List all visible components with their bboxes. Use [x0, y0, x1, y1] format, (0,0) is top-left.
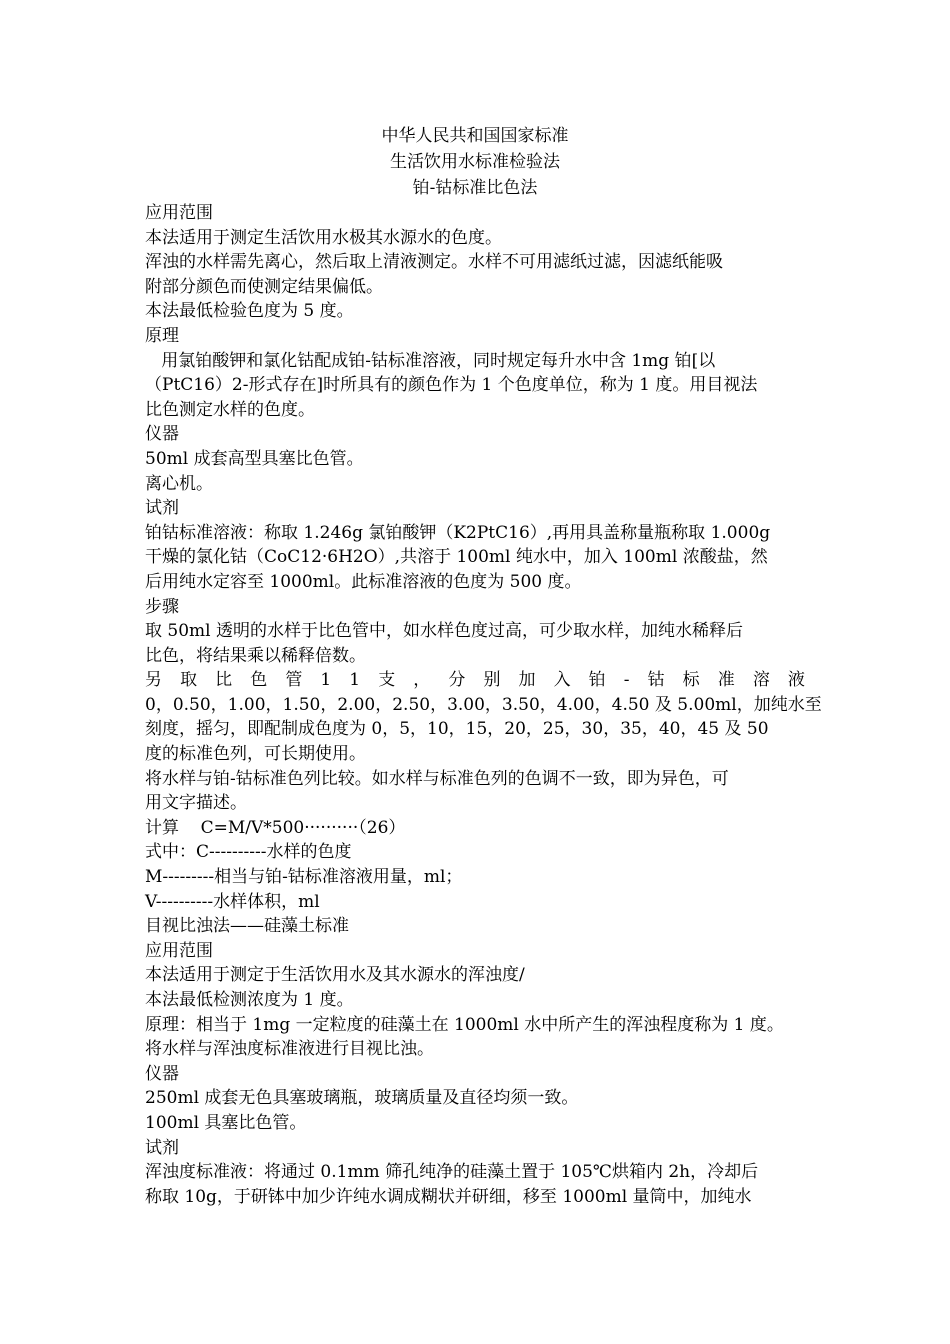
- text-line: 本法最低检测浓度为 1 度。: [145, 990, 354, 1010]
- heading-scope: 应用范围: [145, 203, 213, 223]
- justified-char: 支: [378, 670, 396, 691]
- method-title: 生活饮用水标准检验法: [390, 152, 560, 172]
- text-line: 比色，将结果乘以稀释倍数。: [145, 645, 366, 666]
- justified-char: 入: [553, 670, 571, 691]
- justified-char: 1: [349, 670, 361, 691]
- justified-char: 分: [448, 670, 466, 691]
- document-body: [145, 201, 825, 1209]
- justified-char: 加: [518, 670, 536, 691]
- text-line: 本法最低检验色度为 5 度。: [145, 301, 354, 322]
- justified-char: 色: [250, 670, 268, 691]
- text-line: 离心机。: [145, 473, 213, 494]
- justified-char: 别: [483, 670, 501, 691]
- text-line: M---------相当与铂-钴标准溶液用量，ml；: [145, 867, 463, 888]
- text-line: 50ml 成套高型具塞比色管。: [145, 448, 364, 469]
- text-line: V----------水样体积，ml: [145, 891, 320, 912]
- standard-title: 中华人民共和国国家标准: [381, 126, 569, 146]
- text-line: 附部分颜色而使测定结果偏低。: [145, 276, 383, 297]
- justified-char: 钴: [647, 670, 665, 691]
- justified-char: 溶: [752, 670, 770, 691]
- heading-reagents: 试剂: [145, 498, 179, 519]
- text-line: 浑浊的水样需先离心，然后取上清液测定。水样不可用滤纸过滤，因滤纸能吸: [145, 252, 723, 273]
- justified-char: 标: [682, 670, 700, 691]
- text-line: 比色测定水样的色度。: [145, 399, 315, 420]
- justified-char: -: [623, 670, 630, 691]
- justified-char: 管: [285, 670, 303, 691]
- text-line: 式中：C----------水样的色度: [145, 842, 352, 863]
- text-line: 250ml 成套无色具塞玻璃瓶，玻璃质量及直径均须一致。: [145, 1088, 579, 1109]
- text-line: 100ml 具塞比色管。: [145, 1112, 307, 1133]
- text-line: 本法适用于测定于生活饮用水及其水源水的浑浊度/: [145, 965, 525, 986]
- justified-char: ，: [413, 670, 431, 691]
- heading-reagents-2: 试剂: [145, 1137, 179, 1158]
- text-line: 刻度，摇匀，即配制成色度为 0，5，10，15，20，25，30，35，40，45 及 50: [145, 719, 769, 740]
- text-line: 后用纯水定容至 1000ml。此标准溶液的色度为 500 度。: [145, 571, 582, 592]
- text-line: 本法适用于测定生活饮用水极其水源水的色度。: [145, 227, 502, 248]
- justified-char: 准: [717, 670, 735, 691]
- justified-char: 液: [787, 670, 805, 691]
- text-line: 0，0.50，1.00，1.50，2.00，2.50，3.00，3.50，4.00，4.50 及 5.00ml，加纯水至: [145, 694, 822, 715]
- text-line: 浑浊度标准液：将通过 0.1mm 筛孔纯净的硅藻土置于 105℃烘箱内 2h，冷却后: [145, 1162, 759, 1183]
- justified-char: 另: [145, 670, 162, 691]
- text-line: 用氯铂酸钾和氯化钴配成铂-钴标准溶液，同时规定每升水中含 1mg 铂[以: [145, 350, 716, 371]
- text-line: 铂钴标准溶液：称取 1.246g 氯铂酸钾（K2PtC16）,再用具盖称量瓶称取 1.000g: [145, 522, 771, 543]
- text-line: 干燥的氯化钴（CoC12·6H2O）,共溶于 100ml 纯水中，加入 100ml 浓酸盐，然: [145, 547, 768, 568]
- text-line: （PtC16）2-形式存在]时所具有的颜色作为 1 个色度单位，称为 1 度。用目视法: [145, 375, 758, 396]
- justified-char: 比: [215, 670, 233, 691]
- justified-char: 铂: [588, 670, 606, 691]
- text-line: 取 50ml 透明的水样于比色管中，如水样色度过高，可少取水样，加纯水稀释后: [145, 621, 743, 642]
- justified-char: 1: [320, 670, 332, 691]
- heading-apparatus: 仪器: [145, 424, 179, 445]
- text-line: 将水样与浑浊度标准液进行目视比浊。: [145, 1039, 434, 1060]
- text-line: 度的标准色列，可长期使用。: [145, 744, 366, 765]
- heading-turbidity-method: 目视比浊法——硅藻土标准: [145, 916, 349, 937]
- text-line: 称取 10g，于研钵中加少许纯水调成糊状并研细，移至 1000ml 量筒中，加纯水: [145, 1186, 752, 1207]
- heading-procedure: 步骤: [145, 596, 179, 617]
- title-block: [145, 123, 805, 201]
- justified-char: 取: [180, 670, 198, 691]
- formula-line: 计算 C=M/V*500··········（26）: [145, 817, 406, 838]
- text-line: 用文字描述。: [145, 793, 247, 814]
- heading-principle: 原理: [145, 325, 179, 346]
- section-title: 铂-钴标准比色法: [412, 178, 538, 198]
- text-line: 将水样与铂-钴标准色列比较。如水样与标准色列的色调不一致，即为异色，可: [145, 768, 729, 789]
- justified-line: [145, 668, 805, 693]
- text-line: 原理：相当于 1mg 一定粒度的硅藻土在 1000ml 水中所产生的浑浊程度称为 1 度。: [145, 1014, 784, 1035]
- heading-apparatus-2: 仪器: [145, 1063, 179, 1084]
- heading-scope-2: 应用范围: [145, 940, 213, 961]
